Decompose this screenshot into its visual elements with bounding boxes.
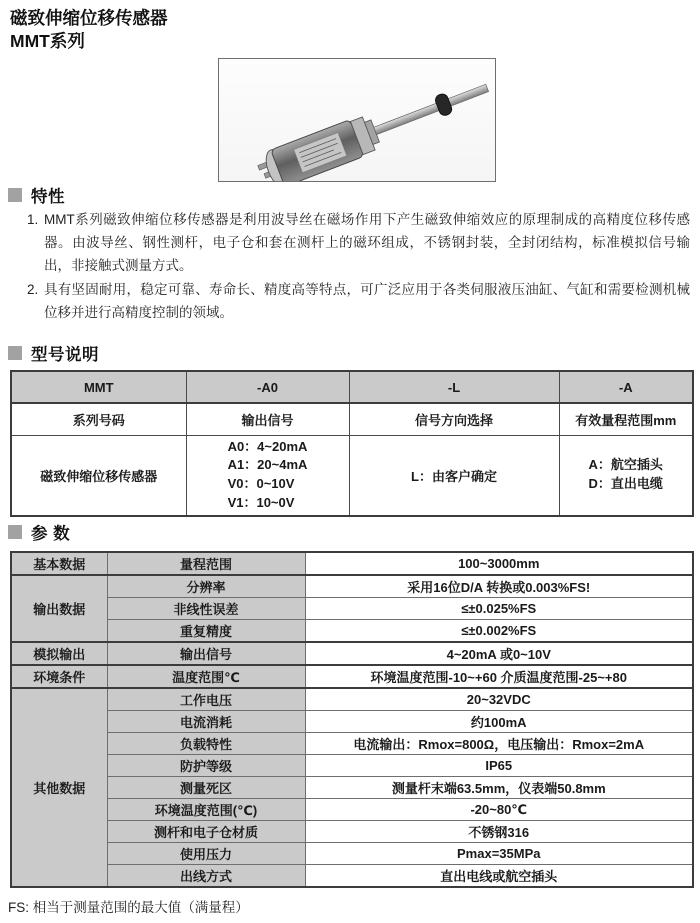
param-row bbox=[11, 711, 693, 733]
product-title: 磁致伸缩位移传感器 bbox=[10, 8, 168, 28]
output-option-a1: A1：20~4mA bbox=[227, 457, 308, 473]
param-value: Pmax=35MPa bbox=[305, 843, 693, 865]
param-row bbox=[11, 821, 693, 843]
param-row bbox=[11, 733, 693, 755]
param-label: 输出信号 bbox=[107, 642, 305, 665]
param-label: 分辨率 bbox=[107, 575, 305, 598]
model-cell-direction: L：由客户确定 bbox=[349, 435, 559, 516]
series-title: MMT系列 bbox=[10, 31, 85, 52]
param-row bbox=[11, 755, 693, 777]
connection-option-d: D：直出电缆 bbox=[588, 476, 663, 492]
param-label: 测杆和电子仓材质 bbox=[107, 821, 305, 843]
sensor-illustration bbox=[219, 59, 495, 181]
model-subheader-series: 系列号码 bbox=[11, 403, 186, 435]
param-category-output: 输出数据 bbox=[11, 575, 107, 642]
param-row bbox=[11, 865, 693, 888]
param-category-basic: 基本数据 bbox=[11, 552, 107, 575]
model-content-row bbox=[11, 435, 693, 516]
param-row bbox=[11, 642, 693, 665]
output-option-v1: V1：10~0V bbox=[227, 495, 295, 511]
feature-item-1: 1. MMT系列磁致伸缩位移传感器是利用波导丝在磁场作用下产生磁致伸缩效应的原理制成的高精度位移传感器。由波导丝、钢性测杆，电子仓和套在测杆上的磁环组成，不锈钢封装，全封闭结构，标准模拟信号输出，非接触式测量方式。 bbox=[42, 208, 690, 278]
param-value: 环境温度范围-10~+60 介质温度范围-25~+80 bbox=[305, 665, 693, 688]
model-header-direction: -L bbox=[349, 371, 559, 403]
param-label: 使用压力 bbox=[107, 843, 305, 865]
param-label: 出线方式 bbox=[107, 865, 305, 888]
param-value: ≤±0.025%FS bbox=[305, 598, 693, 620]
param-category-other: 其他数据 bbox=[11, 688, 107, 887]
param-row bbox=[11, 799, 693, 821]
square-bullet-icon bbox=[8, 188, 22, 202]
output-option-a0: A0：4~20mA bbox=[227, 438, 308, 454]
model-cell-connection-options bbox=[559, 435, 693, 516]
param-row bbox=[11, 620, 693, 643]
param-label: 重复精度 bbox=[107, 620, 305, 643]
model-cell-sensor-name: 磁致伸缩位移传感器 bbox=[11, 435, 186, 516]
model-section-heading bbox=[8, 341, 99, 365]
param-value: 约100mA bbox=[305, 711, 693, 733]
page-title bbox=[10, 7, 168, 53]
output-option-v0: V0：0~10V bbox=[227, 476, 295, 492]
connection-option-a: A：航空插头 bbox=[588, 457, 663, 473]
param-row bbox=[11, 598, 693, 620]
param-label: 工作电压 bbox=[107, 688, 305, 711]
model-header-series: MMT bbox=[11, 371, 186, 403]
product-photo-frame bbox=[218, 58, 496, 182]
square-bullet-icon bbox=[8, 525, 22, 539]
param-value: ≤±0.002%FS bbox=[305, 620, 693, 643]
param-label: 量程范围 bbox=[107, 552, 305, 575]
features-list bbox=[16, 208, 690, 324]
param-label: 测量死区 bbox=[107, 777, 305, 799]
param-row bbox=[11, 665, 693, 688]
param-category-environment: 环境条件 bbox=[11, 665, 107, 688]
model-subheader-output: 输出信号 bbox=[186, 403, 349, 435]
model-header-range: -A bbox=[559, 371, 693, 403]
param-value: -20~80℃ bbox=[305, 799, 693, 821]
param-value: 采用16位D/A 转换或0.003%FS! bbox=[305, 575, 693, 598]
param-row bbox=[11, 688, 693, 711]
param-label: 非线性误差 bbox=[107, 598, 305, 620]
parameters-table bbox=[10, 551, 694, 888]
param-row bbox=[11, 552, 693, 575]
param-value: 电流输出：Rmox=800Ω，电压输出：Rmox=2mA bbox=[305, 733, 693, 755]
model-subheader-direction: 信号方向选择 bbox=[349, 403, 559, 435]
param-value: 4~20mA 或0~10V bbox=[305, 642, 693, 665]
fs-footnote: FS: 相当于测量范围的最大值（满量程） bbox=[8, 900, 249, 915]
param-row bbox=[11, 843, 693, 865]
param-value: IP65 bbox=[305, 755, 693, 777]
features-heading-text: 特性 bbox=[31, 188, 65, 206]
param-value: 不锈钢316 bbox=[305, 821, 693, 843]
model-code-table bbox=[10, 370, 694, 517]
features-section-heading bbox=[8, 183, 65, 207]
square-bullet-icon bbox=[8, 346, 22, 360]
model-subheader-row bbox=[11, 403, 693, 435]
param-label: 温度范围℃ bbox=[107, 665, 305, 688]
model-heading-text: 型号说明 bbox=[31, 346, 99, 364]
param-label: 环境温度范围(℃) bbox=[107, 799, 305, 821]
param-value: 测量杆末端63.5mm，仪表端50.8mm bbox=[305, 777, 693, 799]
param-label: 负载特性 bbox=[107, 733, 305, 755]
param-row bbox=[11, 575, 693, 598]
params-heading-text: 参 数 bbox=[31, 525, 71, 543]
feature-item-2: 2. 具有坚固耐用，稳定可靠、寿命长、精度高等特点，可广泛应用于各类伺服液压油缸、气缸和需要检测机械位移并进行高精度控制的领域。 bbox=[42, 278, 690, 324]
model-header-row bbox=[11, 371, 693, 403]
param-value: 直出电线或航空插头 bbox=[305, 865, 693, 888]
param-value: 100~3000mm bbox=[305, 552, 693, 575]
model-header-output: -A0 bbox=[186, 371, 349, 403]
param-category-analog: 模拟输出 bbox=[11, 642, 107, 665]
param-value: 20~32VDC bbox=[305, 688, 693, 711]
param-label: 防护等级 bbox=[107, 755, 305, 777]
params-section-heading bbox=[8, 520, 70, 544]
param-row bbox=[11, 777, 693, 799]
model-subheader-range: 有效量程范围mm bbox=[559, 403, 693, 435]
param-label: 电流消耗 bbox=[107, 711, 305, 733]
model-cell-output-options bbox=[186, 435, 349, 516]
